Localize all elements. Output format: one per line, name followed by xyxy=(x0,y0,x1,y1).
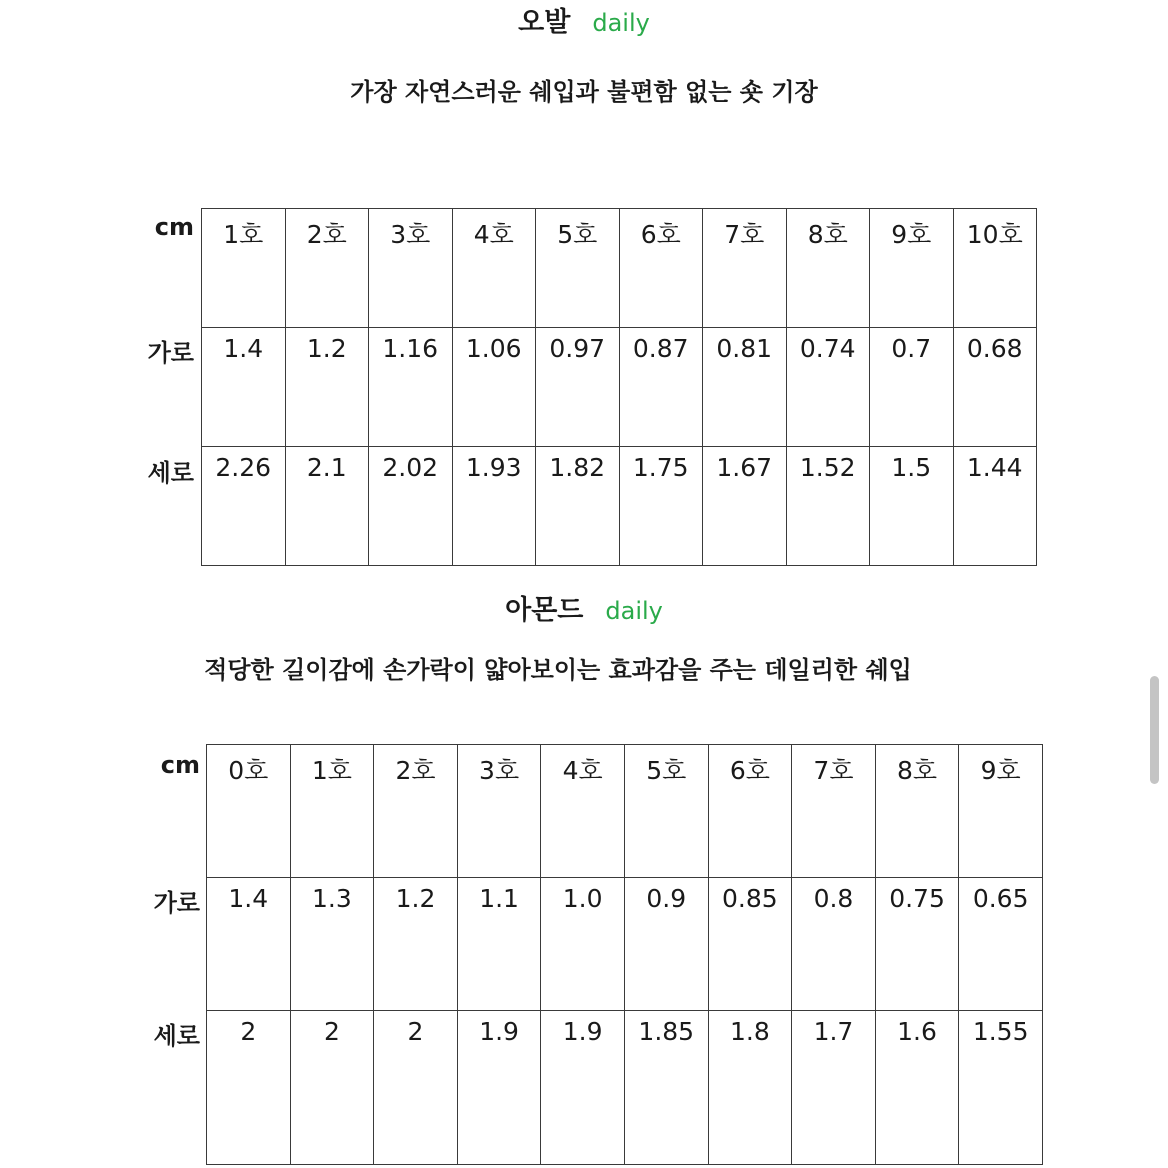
oval-width-cell: 1.16 xyxy=(369,328,453,447)
almond-height-cell: 1.6 xyxy=(875,1011,959,1165)
oval-size-cell: 6호 xyxy=(619,209,703,328)
almond-height-cell: 1.9 xyxy=(457,1011,541,1165)
oval-width-cell: 1.06 xyxy=(452,328,536,447)
almond-width-cell: 1.3 xyxy=(290,878,374,1011)
almond-tag: daily xyxy=(605,597,663,625)
oval-height-row xyxy=(202,447,1037,566)
almond-width-cell: 0.9 xyxy=(624,878,708,1011)
oval-height-cell: 2.02 xyxy=(369,447,453,566)
almond-size-cell: 3호 xyxy=(457,745,541,878)
oval-tag: daily xyxy=(592,9,650,37)
oval-width-row xyxy=(202,328,1037,447)
oval-width-cell: 0.68 xyxy=(953,328,1037,447)
oval-size-cell: 9호 xyxy=(870,209,954,328)
almond-width-cell: 1.1 xyxy=(457,878,541,1011)
almond-size-cell: 1호 xyxy=(290,745,374,878)
oval-size-cell: 1호 xyxy=(202,209,286,328)
oval-unit-label: cm xyxy=(154,213,194,241)
almond-width-row xyxy=(207,878,1043,1011)
almond-size-cell: 5호 xyxy=(624,745,708,878)
almond-height-cell: 1.9 xyxy=(541,1011,625,1165)
almond-height-cell: 1.85 xyxy=(624,1011,708,1165)
oval-width-cell: 0.97 xyxy=(536,328,620,447)
oval-height-cell: 1.52 xyxy=(786,447,870,566)
oval-size-cell: 7호 xyxy=(703,209,787,328)
oval-width-label: 가로 xyxy=(147,339,194,367)
oval-size-cell: 8호 xyxy=(786,209,870,328)
almond-width-cell: 0.75 xyxy=(875,878,959,1011)
oval-height-label: 세로 xyxy=(147,459,194,487)
oval-width-cell: 1.4 xyxy=(202,328,286,447)
oval-size-row xyxy=(202,209,1037,328)
oval-width-cell: 0.81 xyxy=(703,328,787,447)
oval-height-cell: 1.5 xyxy=(870,447,954,566)
almond-width-cell: 1.4 xyxy=(207,878,291,1011)
oval-size-cell: 10호 xyxy=(953,209,1037,328)
almond-size-cell: 8호 xyxy=(875,745,959,878)
oval-width-cell: 0.74 xyxy=(786,328,870,447)
oval-width-cell: 0.87 xyxy=(619,328,703,447)
oval-height-cell: 1.82 xyxy=(536,447,620,566)
oval-width-cell: 1.2 xyxy=(285,328,369,447)
almond-size-cell: 9호 xyxy=(959,745,1043,878)
almond-name: 아몬드 xyxy=(505,595,584,626)
oval-height-cell: 1.67 xyxy=(703,447,787,566)
almond-size-cell: 6호 xyxy=(708,745,792,878)
almond-height-cell: 1.8 xyxy=(708,1011,792,1165)
almond-height-cell: 1.7 xyxy=(792,1011,876,1165)
oval-height-cell: 1.75 xyxy=(619,447,703,566)
almond-size-cell: 4호 xyxy=(541,745,625,878)
almond-size-cell: 7호 xyxy=(792,745,876,878)
almond-size-cell: 2호 xyxy=(374,745,458,878)
almond-height-cell: 1.55 xyxy=(959,1011,1043,1165)
oval-size-table xyxy=(201,208,1037,566)
oval-name: 오발 xyxy=(518,7,571,38)
oval-height-cell: 1.44 xyxy=(953,447,1037,566)
oval-title xyxy=(0,0,1168,39)
oval-height-cell: 2.1 xyxy=(285,447,369,566)
oval-height-cell: 2.26 xyxy=(202,447,286,566)
almond-subtitle: 적당한 길이감에 손가락이 얇아보이는 효과감을 주는 데일리한 쉐입 xyxy=(204,656,912,684)
almond-size-row xyxy=(207,745,1043,878)
almond-height-row xyxy=(207,1011,1043,1165)
oval-width-cell: 0.7 xyxy=(870,328,954,447)
almond-width-cell: 1.2 xyxy=(374,878,458,1011)
oval-size-cell: 3호 xyxy=(369,209,453,328)
almond-size-cell: 0호 xyxy=(207,745,291,878)
almond-width-cell: 0.8 xyxy=(792,878,876,1011)
almond-height-cell: 2 xyxy=(207,1011,291,1165)
oval-size-cell: 4호 xyxy=(452,209,536,328)
almond-unit-label: cm xyxy=(160,751,200,779)
almond-size-table xyxy=(206,744,1043,1165)
almond-width-cell: 0.85 xyxy=(708,878,792,1011)
oval-subtitle: 가장 자연스러운 쉐입과 불편함 없는 숏 기장 xyxy=(350,78,818,106)
almond-height-cell: 2 xyxy=(374,1011,458,1165)
scrollbar-thumb[interactable] xyxy=(1150,676,1159,784)
oval-size-cell: 5호 xyxy=(536,209,620,328)
oval-height-cell: 1.93 xyxy=(452,447,536,566)
oval-size-cell: 2호 xyxy=(285,209,369,328)
almond-width-label: 가로 xyxy=(153,889,200,917)
almond-title xyxy=(0,588,1168,627)
almond-width-cell: 1.0 xyxy=(541,878,625,1011)
almond-height-label: 세로 xyxy=(153,1022,200,1050)
almond-width-cell: 0.65 xyxy=(959,878,1043,1011)
almond-height-cell: 2 xyxy=(290,1011,374,1165)
